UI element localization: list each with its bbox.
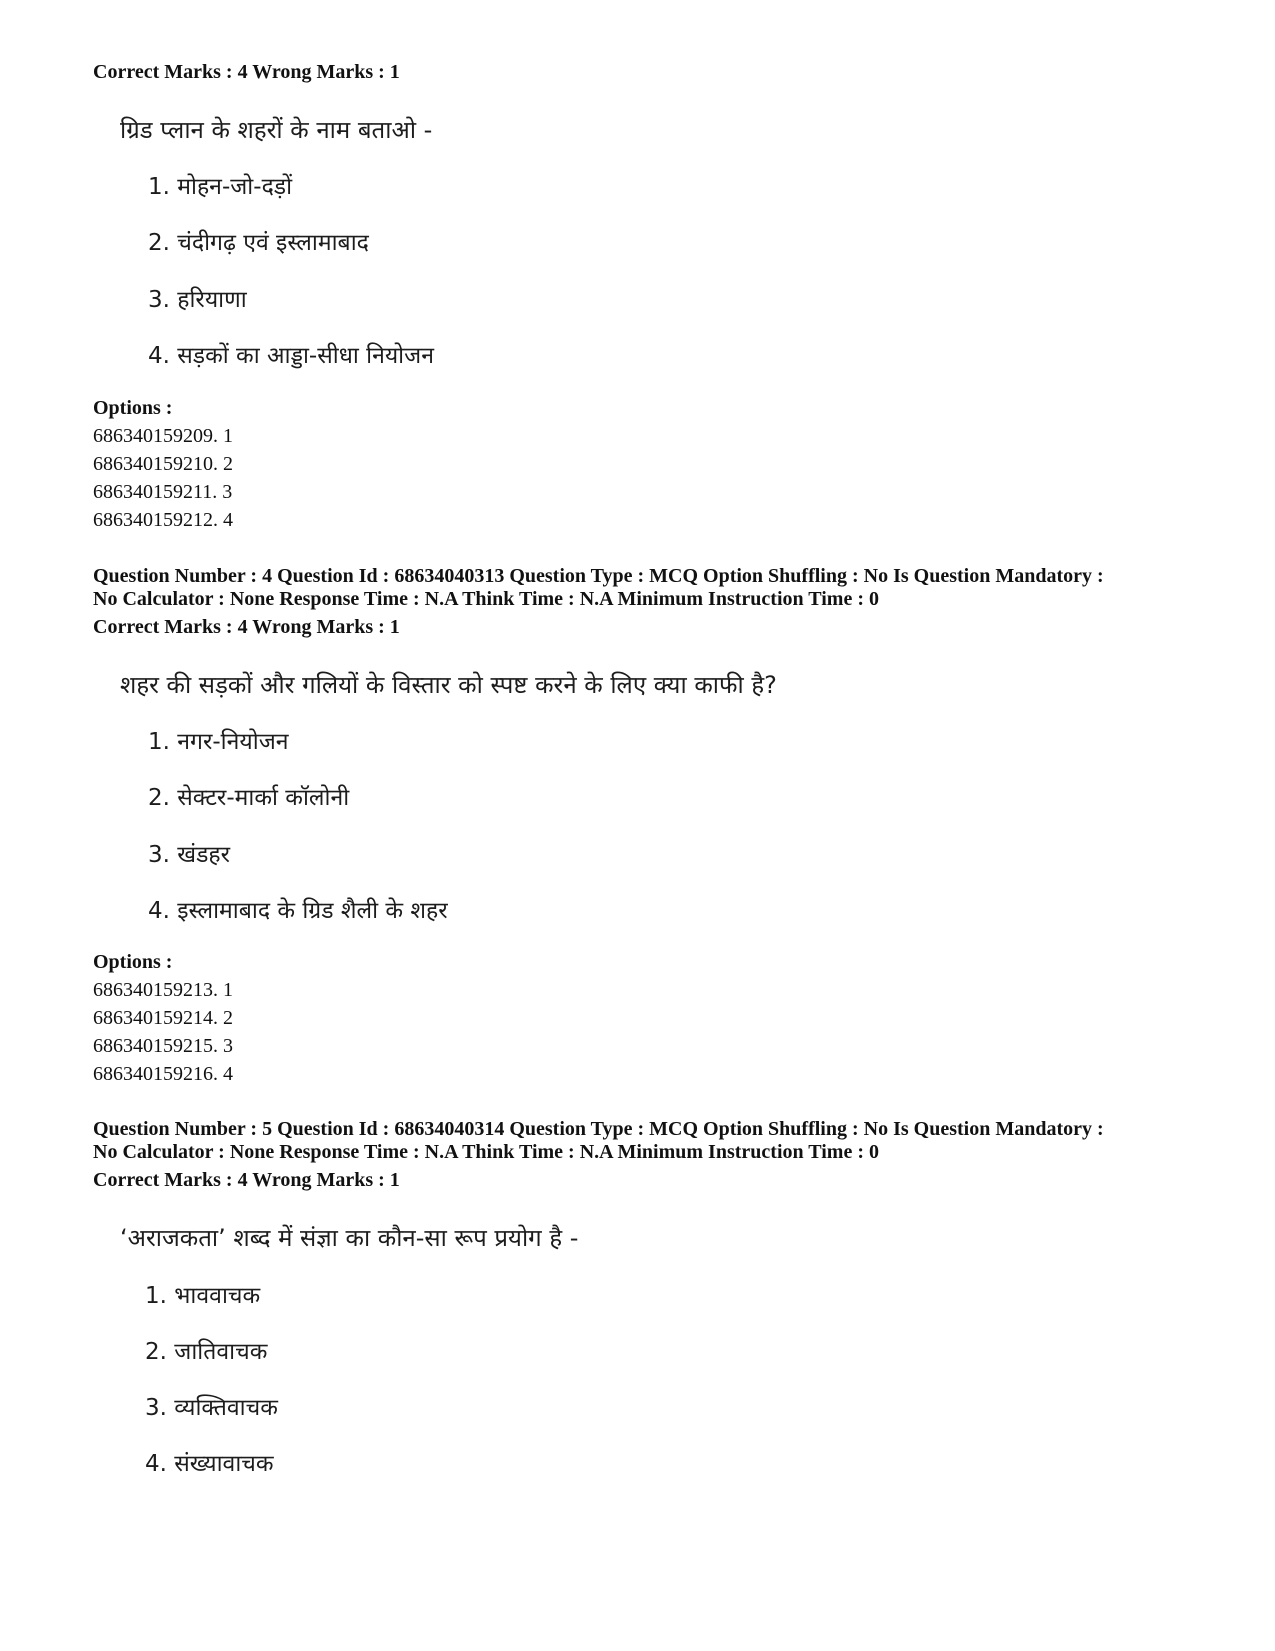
q4-header-line-1: Question Number : 4 Question Id : 68634040313 Question Type : MCQ Option Shuffling : No Is Question Mandatory : (93, 565, 1104, 587)
q4-header-line-2: No Calculator : None Response Time : N.A Think Time : N.A Minimum Instruction Time : 0 (93, 588, 879, 610)
q3-choice-3: 3. हरियाणा (148, 287, 247, 313)
q5-header-line-1: Question Number : 5 Question Id : 68634040314 Question Type : MCQ Option Shuffling : No Is Question Mandatory : (93, 1118, 1104, 1140)
q4-option-2: 686340159214. 2 (93, 1007, 233, 1029)
q3-option-4: 686340159212. 4 (93, 509, 233, 531)
q3-choice-4: 4. सड़कों का आड्डा-सीधा नियोजन (148, 343, 434, 369)
q4-choice-3: 3. खंडहर (148, 842, 230, 868)
q5-question-text: ‘अराजकता’ शब्द में संज्ञा का कौन-सा रूप प्रयोग है - (120, 1224, 579, 1252)
q3-options-label: Options : (93, 397, 173, 419)
q3-option-1: 686340159209. 1 (93, 425, 233, 447)
q4-marks: Correct Marks : 4 Wrong Marks : 1 (93, 616, 400, 638)
q3-option-2: 686340159210. 2 (93, 453, 233, 475)
q4-option-4: 686340159216. 4 (93, 1063, 233, 1085)
q3-option-3: 686340159211. 3 (93, 481, 233, 503)
q5-choice-3: 3. व्यक्तिवाचक (145, 1395, 278, 1421)
q5-header-line-2: No Calculator : None Response Time : N.A Think Time : N.A Minimum Instruction Time : 0 (93, 1141, 879, 1163)
q4-choice-4: 4. इस्लामाबाद के ग्रिड शैली के शहर (148, 898, 448, 924)
q5-marks: Correct Marks : 4 Wrong Marks : 1 (93, 1169, 400, 1191)
q3-question-text: ग्रिड प्लान के शहरों के नाम बताओ - (120, 116, 433, 144)
q4-question-text: शहर की सड़कों और गलियों के विस्तार को स्पष्ट करने के लिए क्या काफी है? (120, 671, 777, 699)
q4-choice-1: 1. नगर-नियोजन (148, 729, 289, 755)
q3-choice-2: 2. चंदीगढ़ एवं इस्लामाबाद (148, 230, 369, 256)
q4-option-1: 686340159213. 1 (93, 979, 233, 1001)
q5-choice-1: 1. भाववाचक (145, 1283, 261, 1309)
q3-marks: Correct Marks : 4 Wrong Marks : 1 (93, 61, 400, 83)
q4-choice-2: 2. सेक्टर-मार्का कॉलोनी (148, 785, 350, 811)
q5-choice-2: 2. जातिवाचक (145, 1339, 268, 1365)
q4-option-3: 686340159215. 3 (93, 1035, 233, 1057)
q3-choice-1: 1. मोहन-जो-दड़ों (148, 174, 293, 200)
q5-choice-4: 4. संख्यावाचक (145, 1451, 274, 1477)
q4-options-label: Options : (93, 951, 173, 973)
